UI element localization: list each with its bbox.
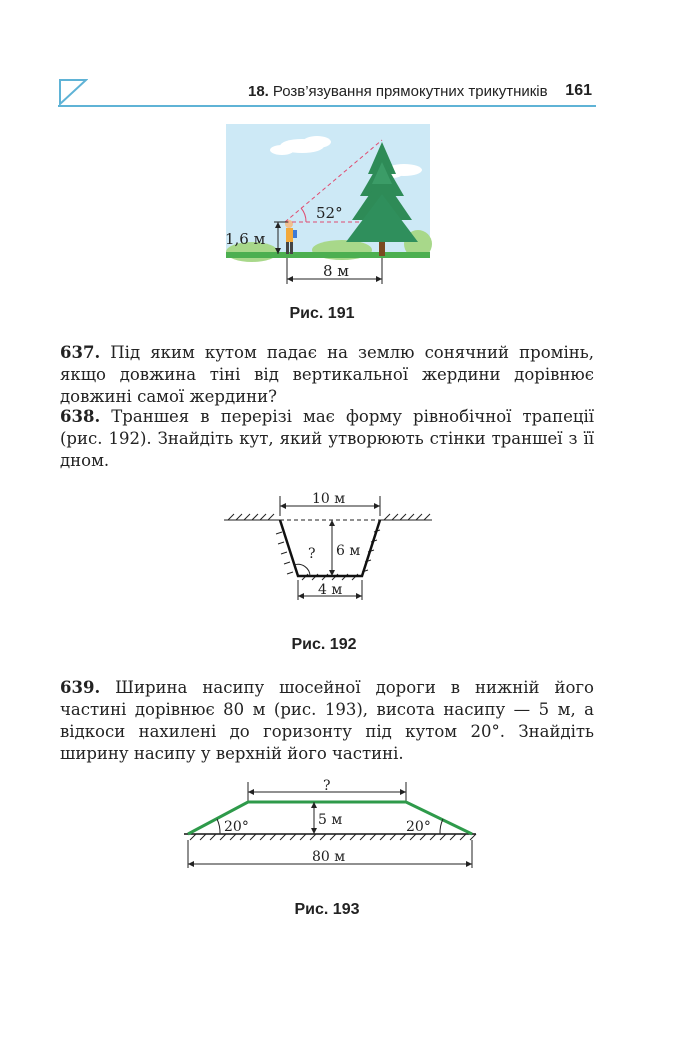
bottom-label: 4 м (318, 582, 343, 598)
page-number: 161 (565, 82, 592, 99)
problem-639 (60, 677, 594, 765)
page-header (58, 78, 596, 108)
trench-walls (280, 520, 380, 576)
section-title (248, 83, 548, 100)
right-angle-arc (440, 819, 443, 834)
bottom-label: 80 м (312, 849, 346, 865)
problem-number: 637. (60, 343, 101, 362)
problem-text: Під яким кутом падає на землю сонячний промінь, якщо довжина тіні від вертикальної жердини дорівнює довжині самої жердини? (60, 343, 594, 406)
height-label: 6 м (336, 543, 361, 559)
figure-191-caption: Рис. 191 (289, 305, 355, 322)
section-title-text: Розв’язування прямокутних трикутників (272, 83, 548, 100)
angle-label: 52° (316, 204, 343, 222)
header-rule (58, 105, 596, 107)
angle-label: ? (308, 546, 316, 562)
figure-193-caption: Рис. 193 (294, 901, 360, 918)
problem-number: 639. (60, 678, 101, 697)
figure-193 (180, 772, 480, 870)
right-angle-label: 20° (406, 819, 431, 835)
problem-637 (60, 342, 594, 408)
problem-text: Ширина насипу шосейної дороги в нижній його частині дорівнює 80 м (рис. 193), висота насипу — 5 м, а відкоси нахилені до горизонту під кутом 20°. Знайдіть ширину насипу у верхній його частині. (60, 678, 594, 763)
section-number: 18. (248, 83, 269, 100)
distance-label: 8 м (323, 262, 349, 280)
problem-638 (60, 406, 594, 472)
height-label: 1,6 м (225, 230, 266, 248)
figure-191 (222, 124, 432, 284)
ground-hatching (224, 514, 432, 580)
problem-number: 638. (60, 407, 101, 426)
corner-triangle-icon (58, 78, 88, 106)
figure-192-caption: Рис. 192 (291, 636, 357, 653)
problem-text: Траншея в перерізі має форму рівнобічної трапеції (рис. 192). Знайдіть кут, який утворюють стінки траншеї з її дном. (60, 407, 594, 470)
height-label: 5 м (318, 812, 343, 828)
ground-strip (226, 252, 430, 258)
figure-192 (220, 488, 435, 606)
top-label: 10 м (312, 491, 346, 507)
top-label: ? (323, 778, 331, 794)
left-angle-label: 20° (224, 819, 249, 835)
left-angle-arc (217, 819, 220, 834)
